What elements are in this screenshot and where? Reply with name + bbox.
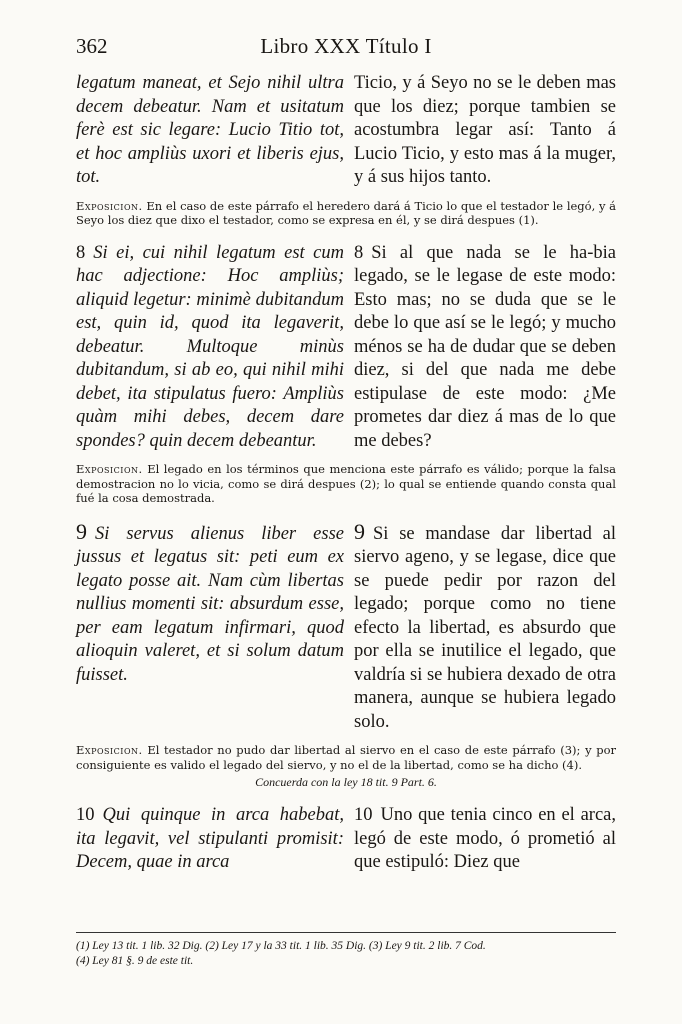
spanish-body: Si se mandase dar libertad al siervo ageno, y se legase, dice que se puede pedir por razon del legado; porque como no tiene efecto la libertad, es absurdo que por ella se inutilice el legado, que valdría si se hubiera dexado de otra manera, aunque se hubiera legado solo.	[354, 523, 616, 732]
paragraph-number: 9	[76, 518, 87, 544]
spanish-body: Si al que nada se le ha-bia legado, se le legase de este modo: Esto mas; no se duda que se le debe lo que así se le legó; y mucho ménos se ha de dudar que se deben diez, si del que nada me debe estipulase de este modo: ¿Me prometes dar diez á mas de lo que me debes?	[354, 242, 616, 451]
running-title: Libro XXX Título I	[260, 34, 432, 58]
exposicion-text: El legado en los términos que menciona este párrafo es válido; porque la falsa demostracion no lo vicia, como se dirá despues (2); lo qual se entiende quando consta qual fué la cosa demostrada.	[76, 462, 616, 505]
page-number: 362	[76, 34, 108, 58]
concordance-note: Concuerda con la ley 18 tit. 9 Part. 6.	[255, 775, 437, 789]
page-header	[76, 28, 616, 72]
latin-body: Si ei, cui nihil legatum est cum hac adjectione: Hoc ampliùs; aliquid legetur: minimè dubitandum est, quin id, quod ita legaverit, debeatur. Multoque minùs dubitandum, si ab eo, qui nihil mihi debet, ita stipulatus fuero: Ampliùs quàm mihi debes, decem dare spondes? quin decem debeantur.	[76, 242, 344, 451]
section-8-columns	[76, 242, 616, 454]
exposicion-text: El testador no pudo dar libertad al siervo en el caso de este párrafo (3); y por consiguiente es valido el legado del siervo, y no el de la libertad, como se ha dicho (4).	[76, 743, 616, 772]
latin-text: legatum maneat, et Sejo nihil ultra decem debeatur. Nam et usitatum ferè est sic legare: Lucio Titio tot, et hoc ampliùs uxori et liberis ejus, tot.	[76, 73, 344, 187]
footnote-line: (1) Ley 13 tit. 1 lib. 32 Dig. (2) Ley 17 y la 33 tit. 1 lib. 35 Dig. (3) Ley 9 tit. 2 lib. 7 Cod.	[76, 940, 486, 952]
exposicion-head: Exposicion.	[76, 198, 143, 213]
latin-body: Qui quinque in arca habebat, ita legavit, vel stipulanti promisit: Decem, quae in arca	[76, 805, 344, 872]
paragraph-number: 8	[76, 242, 86, 263]
paragraph-number: 9	[354, 518, 365, 544]
latin-text	[76, 520, 344, 735]
paragraph-number: 8	[354, 242, 364, 263]
book-page	[76, 28, 616, 875]
exposicion-text: En el caso de este párrafo el heredero dará á Ticio lo que el testador le legó, y á Seyo los diez que dixo el testador, como se expresa en él, y se dirá despues (1).	[76, 198, 617, 227]
exposicion-head: Exposicion.	[76, 743, 143, 757]
spanish-text	[354, 520, 616, 735]
latin-text	[76, 804, 344, 875]
section-7-columns	[76, 72, 616, 190]
exposicion-head: Exposicion.	[76, 462, 143, 476]
spanish-text: Ticio, y á Seyo no se le deben mas que los diez; porque tambien se acostumbra legar así: Tanto á Lucio Ticio, y esto mas á la muger, y á sus hijos tanto.	[354, 73, 616, 187]
exposicion-paragraph	[76, 199, 616, 228]
footnotes	[76, 932, 616, 969]
exposicion-paragraph	[76, 462, 616, 506]
paragraph-number: 10	[354, 805, 373, 825]
paragraph-number: 10	[76, 805, 95, 825]
latin-body: Si servus alienus liber esse jussus et legatus sit: peti eum ex legato posse ait. Nam cùm libertas nullius momenti sit: absurdum esse, per eam legatum infirmari, quod alioquin valeret, et si solum datum fuisset.	[76, 523, 344, 685]
section-10-columns	[76, 804, 616, 875]
spanish-text	[354, 804, 616, 875]
section-9-columns	[76, 520, 616, 735]
footnote-line: (4) Ley 81 §. 9 de este tit.	[76, 955, 194, 967]
exposicion-paragraph	[76, 743, 616, 772]
spanish-text	[354, 242, 616, 454]
spanish-body: Uno que tenia cinco en el arca, legó de este modo, ó prometió al que estipuló: Diez que	[354, 805, 616, 872]
latin-text	[76, 242, 344, 454]
